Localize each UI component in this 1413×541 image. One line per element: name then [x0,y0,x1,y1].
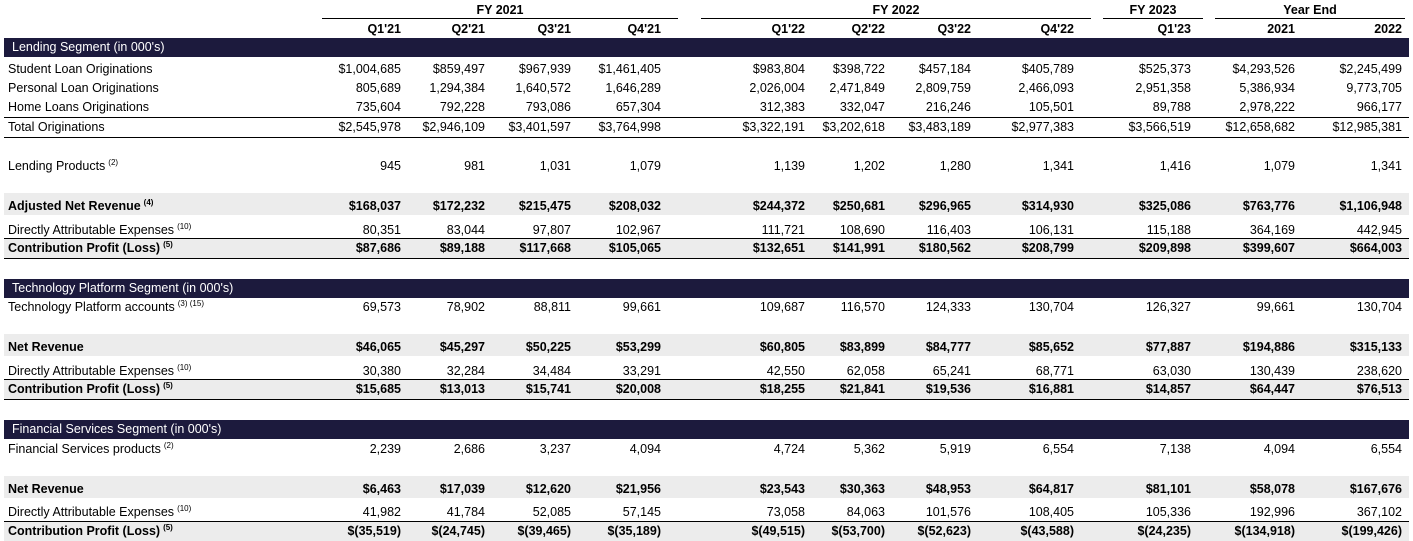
value-cell: $64,817 [1028,482,1074,496]
row-label-text: Contribution Profit (Loss) [8,382,161,396]
row-label [8,504,191,520]
value-cell: 5,919 [939,442,971,456]
value-cell: 2,978,222 [1239,100,1295,114]
group-header: FY 2023 [1129,3,1177,17]
group-underline [1215,18,1405,19]
value-cell: 945 [380,159,401,173]
value-cell: 1,031 [539,159,571,173]
footnote-ref: (4) [143,197,154,207]
column-header: Q3'22 [937,22,971,36]
row-label-text: Directly Attributable Expenses [8,223,175,237]
value-cell: 73,058 [766,505,805,519]
value-cell: $17,039 [439,482,485,496]
section-header-bar [4,279,1409,298]
value-cell: $3,764,998 [598,120,661,134]
row-label [8,198,153,214]
value-cell: $85,652 [1028,340,1074,354]
value-cell: $967,939 [518,62,571,76]
row-label [8,523,173,539]
value-cell: 4,724 [773,442,805,456]
column-header: 2021 [1267,22,1295,36]
value-cell: $325,086 [1138,199,1191,213]
value-cell: $60,805 [759,340,805,354]
table-row [0,339,1413,355]
column-header: Q4'22 [1040,22,1074,36]
value-cell: $(53,700) [831,524,885,538]
value-cell: 102,967 [615,223,661,237]
value-cell: 65,241 [932,364,971,378]
column-header: 2022 [1374,22,1402,36]
value-cell: $3,202,618 [822,120,885,134]
value-cell: 192,996 [1249,505,1295,519]
table-row [0,198,1413,214]
table-row [0,363,1413,379]
row-label [8,158,118,174]
row-label-text: Student Loan Originations [8,62,153,76]
row-rule [4,258,1409,259]
value-cell: 1,139 [773,159,805,173]
value-cell: $3,483,189 [908,120,971,134]
row-rule [4,379,1409,380]
value-cell: 2,466,093 [1018,81,1074,95]
value-cell: $(35,519) [347,524,401,538]
value-cell: 1,079 [629,159,661,173]
value-cell: 2,951,358 [1135,81,1191,95]
value-cell: 32,284 [446,364,485,378]
value-cell: 5,362 [853,442,885,456]
section-title: Financial Services Segment (in 000's) [12,422,222,436]
value-cell: $983,804 [752,62,805,76]
value-cell: 1,294,384 [429,81,485,95]
value-cell: 80,351 [362,223,401,237]
value-cell: $(199,426) [1341,524,1402,538]
footnote-ref: (2) [108,157,119,167]
value-cell: 1,416 [1159,159,1191,173]
value-cell: $244,372 [752,199,805,213]
column-header: Q4'21 [627,22,661,36]
row-label-text: Contribution Profit (Loss) [8,524,161,538]
value-cell: 78,902 [446,300,485,314]
group-header: Year End [1283,3,1337,17]
column-header: Q1'23 [1157,22,1191,36]
footnote-ref: (5) [163,522,173,532]
value-cell: 69,573 [362,300,401,314]
value-cell: 216,246 [925,100,971,114]
footnote-ref: (10) [177,503,192,513]
value-cell: $15,685 [355,382,401,396]
value-cell: $859,497 [432,62,485,76]
value-cell: $23,543 [759,482,805,496]
value-cell: $(39,465) [517,524,571,538]
row-label-text: Lending Products [8,159,106,173]
value-cell: 108,405 [1028,505,1074,519]
value-cell: $763,776 [1242,199,1295,213]
value-cell: 41,982 [362,505,401,519]
value-cell: 364,169 [1249,223,1295,237]
value-cell: $16,881 [1028,382,1074,396]
value-cell: $167,676 [1349,482,1402,496]
value-cell: $77,887 [1145,340,1191,354]
footnote-ref: (5) [163,380,173,390]
table-row [0,504,1413,520]
group-header: FY 2022 [872,3,920,17]
row-label [8,222,191,238]
group-underline [1103,18,1203,19]
value-cell: 126,327 [1145,300,1191,314]
value-cell: $20,008 [615,382,661,396]
value-cell: 30,380 [362,364,401,378]
value-cell: $209,898 [1138,241,1191,255]
value-cell: 1,280 [939,159,971,173]
group-underline [322,18,678,19]
value-cell: 62,058 [846,364,885,378]
row-label [8,119,105,135]
row-rule [4,238,1409,239]
row-label-text: Home Loans Originations [8,100,150,114]
value-cell: 109,687 [759,300,805,314]
value-cell: $45,297 [439,340,485,354]
footnote-ref: (10) [177,362,192,372]
row-label-text: Contribution Profit (Loss) [8,241,161,255]
value-cell: 793,086 [525,100,571,114]
section-header-bar [4,38,1409,57]
value-cell: 105,501 [1028,100,1074,114]
value-cell: $208,799 [1021,241,1074,255]
row-label-text: Net Revenue [8,340,84,354]
row-label-text: Total Originations [8,120,105,134]
value-cell: $30,363 [839,482,885,496]
value-cell: 442,945 [1356,223,1402,237]
value-cell: 6,554 [1042,442,1074,456]
value-cell: 332,047 [839,100,885,114]
value-cell: $15,741 [525,382,571,396]
value-cell: $87,686 [355,241,401,255]
column-header: Q1'21 [367,22,401,36]
table-row [0,61,1413,77]
value-cell: 966,177 [1356,100,1402,114]
table-row [0,158,1413,174]
value-cell: 88,811 [533,300,571,314]
value-cell: $(43,588) [1020,524,1074,538]
value-cell: $81,101 [1145,482,1191,496]
table-row [0,80,1413,96]
value-cell: 41,784 [446,505,485,519]
value-cell: $53,299 [615,340,661,354]
value-cell: $89,188 [439,241,485,255]
value-cell: $4,293,526 [1232,62,1295,76]
row-label [8,441,174,457]
row-label-text: Adjusted Net Revenue [8,199,141,213]
value-cell: $2,245,499 [1339,62,1402,76]
value-cell: $180,562 [918,241,971,255]
row-label [8,299,204,315]
value-cell: $1,461,405 [598,62,661,76]
table-row [0,99,1413,115]
row-label [8,80,159,96]
row-rule [4,117,1409,118]
value-cell: $12,985,381 [1332,120,1402,134]
column-header: Q1'22 [771,22,805,36]
value-cell: 116,403 [926,223,971,237]
value-cell: $314,930 [1021,199,1074,213]
section-title: Technology Platform Segment (in 000's) [12,281,234,295]
section-title: Lending Segment (in 000's) [12,40,165,54]
value-cell: 1,640,572 [515,81,571,95]
footnote-ref: (5) [163,239,173,249]
value-cell: $117,668 [519,241,571,255]
value-cell: $12,658,682 [1225,120,1295,134]
column-header: Q2'22 [851,22,885,36]
group-header: FY 2021 [476,3,524,17]
value-cell: 52,085 [532,505,571,519]
value-cell: $83,899 [839,340,885,354]
row-label-text: Net Revenue [8,482,84,496]
value-cell: $172,232 [432,199,485,213]
value-cell: $76,513 [1356,382,1402,396]
value-cell: 106,131 [1028,223,1074,237]
value-cell: $13,013 [439,382,485,396]
row-label [8,240,173,256]
value-cell: 1,202 [853,159,885,173]
value-cell: 9,773,705 [1346,81,1402,95]
footnote-ref: (10) [177,221,192,231]
value-cell: $64,447 [1249,382,1295,396]
value-cell: $525,373 [1138,62,1191,76]
value-cell: $250,681 [832,199,885,213]
value-cell: 33,291 [622,364,661,378]
value-cell: $14,857 [1145,382,1191,396]
value-cell: 2,686 [453,442,485,456]
table-row [0,119,1413,135]
value-cell: 1,646,289 [605,81,661,95]
value-cell: 792,228 [439,100,485,114]
value-cell: 130,704 [1356,300,1402,314]
row-rule [4,399,1409,400]
value-cell: $399,607 [1242,241,1295,255]
section-header-bar [4,420,1409,439]
value-cell: 34,484 [532,364,571,378]
value-cell: 2,471,849 [829,81,885,95]
value-cell: 4,094 [629,442,661,456]
value-cell: $215,475 [518,199,571,213]
column-header: Q3'21 [537,22,571,36]
value-cell: 981 [464,159,485,173]
value-cell: $(24,745) [431,524,485,538]
value-cell: 2,239 [369,442,401,456]
value-cell: 1,341 [1370,159,1402,173]
value-cell: 7,138 [1159,442,1191,456]
value-cell: 111,721 [761,223,805,237]
value-cell: $194,886 [1242,340,1295,354]
value-cell: $2,977,383 [1011,120,1074,134]
value-cell: $132,651 [752,241,805,255]
table-row [0,222,1413,238]
value-cell: 4,094 [1263,442,1295,456]
value-cell: 238,620 [1356,364,1402,378]
column-header: Q2'21 [451,22,485,36]
value-cell: $12,620 [525,482,571,496]
value-cell: $168,037 [348,199,401,213]
value-cell: 735,604 [355,100,401,114]
value-cell: 89,788 [1152,100,1191,114]
row-rule [4,137,1409,138]
value-cell: 42,550 [766,364,805,378]
table-row [0,240,1413,256]
group-underline [701,18,1091,19]
value-cell: 2,809,759 [915,81,971,95]
value-cell: $6,463 [362,482,401,496]
value-cell: $(24,235) [1137,524,1191,538]
value-cell: 1,079 [1263,159,1295,173]
value-cell: 101,576 [925,505,971,519]
value-cell: 5,386,934 [1239,81,1295,95]
value-cell: 130,439 [1249,364,1295,378]
value-cell: $3,322,191 [742,120,805,134]
value-cell: $208,032 [608,199,661,213]
value-cell: 68,771 [1035,364,1074,378]
row-label [8,339,84,355]
value-cell: $46,065 [355,340,401,354]
row-rule [4,521,1409,522]
value-cell: 657,304 [615,100,661,114]
value-cell: $18,255 [759,382,805,396]
row-label-text: Technology Platform accounts [8,300,175,314]
value-cell: 108,690 [839,223,885,237]
value-cell: 83,044 [446,223,485,237]
value-cell: $296,965 [918,199,971,213]
value-cell: $315,133 [1349,340,1402,354]
value-cell: $2,946,109 [422,120,485,134]
value-cell: 99,661 [1256,300,1295,314]
value-cell: $398,722 [832,62,885,76]
row-label [8,381,173,397]
footnote-ref: (3) (15) [177,298,204,308]
value-cell: 99,661 [622,300,661,314]
value-cell: $2,545,978 [338,120,401,134]
value-cell: 63,030 [1152,364,1191,378]
value-cell: $84,777 [925,340,971,354]
row-label-text: Directly Attributable Expenses [8,505,175,519]
value-cell: 97,807 [532,223,571,237]
value-cell: $1,106,948 [1339,199,1402,213]
value-cell: $3,401,597 [508,120,571,134]
footnote-ref: (2) [163,440,174,450]
value-cell: $(49,515) [751,524,805,538]
value-cell: 2,026,004 [749,81,805,95]
row-label [8,61,153,77]
value-cell: $21,956 [615,482,661,496]
row-label [8,481,84,497]
value-cell: $3,566,519 [1128,120,1191,134]
value-cell: 6,554 [1370,442,1402,456]
value-cell: 116,570 [840,300,885,314]
value-cell: $48,953 [925,482,971,496]
row-label [8,363,191,379]
value-cell: $105,065 [608,241,661,255]
value-cell: $1,004,685 [338,62,401,76]
value-cell: $(52,623) [917,524,971,538]
value-cell: 124,333 [925,300,971,314]
value-cell: 57,145 [622,505,661,519]
table-row [0,299,1413,315]
value-cell: 3,237 [539,442,571,456]
row-label-text: Directly Attributable Expenses [8,364,175,378]
table-row [0,381,1413,397]
table-row [0,481,1413,497]
value-cell: $457,184 [918,62,971,76]
value-cell: $21,841 [839,382,885,396]
value-cell: 805,689 [355,81,401,95]
value-cell: 115,188 [1146,223,1191,237]
value-cell: 1,341 [1042,159,1074,173]
value-cell: 130,704 [1028,300,1074,314]
table-row [0,441,1413,457]
value-cell: $(134,918) [1234,524,1295,538]
table-row [0,523,1413,539]
row-label [8,99,149,115]
value-cell: $664,003 [1349,241,1402,255]
value-cell: 312,383 [759,100,805,114]
value-cell: 367,102 [1356,505,1402,519]
value-cell: $19,536 [925,382,971,396]
value-cell: $141,991 [832,241,885,255]
value-cell: $(35,189) [607,524,661,538]
value-cell: $58,078 [1249,482,1295,496]
value-cell: $50,225 [525,340,571,354]
row-label-text: Financial Services products [8,442,161,456]
value-cell: $405,789 [1021,62,1074,76]
value-cell: 84,063 [846,505,885,519]
row-label-text: Personal Loan Originations [8,81,159,95]
value-cell: 105,336 [1145,505,1191,519]
